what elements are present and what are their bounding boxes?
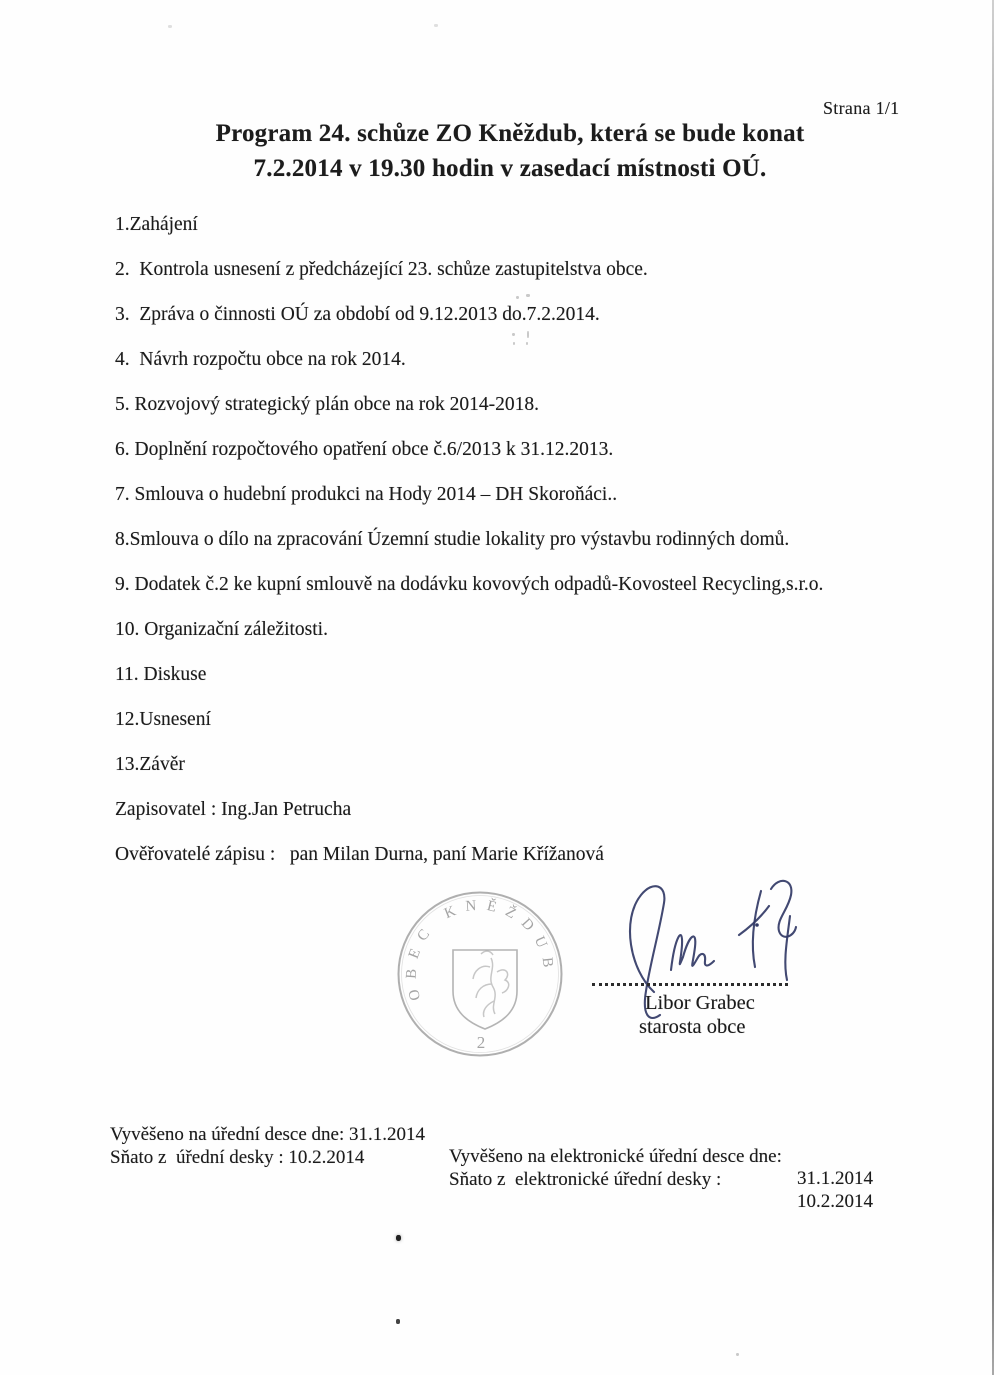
signature-dotted-line (592, 970, 788, 986)
stamp-number: 2 (476, 1033, 486, 1052)
agenda-item-8: 8.Smlouva o dílo na zpracování Územní studie lokality pro výstavbu rodinných domů. (115, 529, 790, 550)
scan-artifact (396, 1235, 401, 1241)
agenda-item-7: 7. Smlouva o hudební produkci na Hody 2014 – DH Skoroňáci.. (115, 484, 618, 505)
posted-electronic-date: 31.1.2014 (797, 1168, 873, 1189)
municipal-stamp-seal (395, 888, 565, 1060)
scan-artifact (512, 333, 515, 336)
scanner-edge-line (992, 0, 994, 1375)
agenda-item-10: 10. Organizační záležitosti. (115, 619, 328, 640)
signature-ink-dot (755, 923, 759, 927)
scan-artifact (516, 296, 519, 299)
stamp-lion-emblem (473, 951, 509, 1017)
agenda-item-6: 6. Doplnění rozpočtového opatření obce č.6/2013 k 31.12.2013. (115, 439, 614, 460)
agenda-item-13: 13.Závěr (115, 754, 185, 775)
removed-electronic-date: 10.2.2014 (797, 1191, 873, 1212)
scan-artifact (168, 25, 172, 28)
document-title-line-2: 7.2.2014 v 19.30 hodin v zasedací místnosti OÚ. (253, 155, 767, 182)
verifiers-line: Ověřovatelé zápisu : pan Milan Durna, paní Marie Křížanová (115, 844, 604, 865)
agenda-item-2: 2. Kontrola usnesení z předcházející 23. schůze zastupitelstva obce. (115, 259, 648, 280)
agenda-list (115, 202, 895, 877)
scan-artifact (527, 331, 529, 338)
removed-paper-label-date: Sňato z úřední desky : 10.2.2014 (110, 1147, 365, 1168)
agenda-item-9: 9. Dodatek č.2 ke kupní smlouvě na dodávku kovových odpadů-Kovosteel Recycling,s.r.o. (115, 574, 824, 595)
signatory-role: starosta obce (639, 1016, 746, 1038)
agenda-item-1: 1.Zahájení (115, 214, 198, 235)
document-title-line-1: Program 24. schůze ZO Kněždub, která se bude konat (215, 120, 805, 147)
stamp-inner-ring (402, 896, 559, 1053)
clerk-line: Zapisovatel : Ing.Jan Petrucha (115, 799, 352, 820)
page-number-indicator: Strana 1/1 (823, 98, 900, 118)
scan-artifact (513, 342, 515, 345)
removed-electronic-label: Sňato z elektronické úřední desky : (449, 1169, 722, 1190)
agenda-item-12: 12.Usnesení (115, 709, 211, 730)
stamp-ring-text: OBEC KNĚŽDUB (403, 897, 557, 1002)
scan-artifact (736, 1353, 739, 1356)
agenda-item-5: 5. Rozvojový strategický plán obce na rok 2014-2018. (115, 394, 540, 415)
signatory-name: Libor Grabec (645, 992, 755, 1014)
scan-artifact (434, 24, 438, 27)
posted-electronic-label: Vyvěšeno na elektronické úřední desce dne: (449, 1146, 782, 1167)
stamp-outer-ring (399, 893, 562, 1056)
posted-paper-label-date: Vyvěšeno na úřední desce dne: 31.1.2014 (110, 1124, 426, 1145)
scan-artifact (526, 342, 528, 345)
agenda-item-11: 11. Diskuse (115, 664, 207, 685)
agenda-item-4: 4. Návrh rozpočtu obce na rok 2014. (115, 349, 406, 370)
document-title (20, 116, 1000, 186)
agenda-item-3: 3. Zpráva o činnosti OÚ za období od 9.12.2013 do.7.2.2014. (115, 304, 600, 325)
scan-artifact (396, 1319, 400, 1324)
scan-artifact (526, 294, 530, 297)
